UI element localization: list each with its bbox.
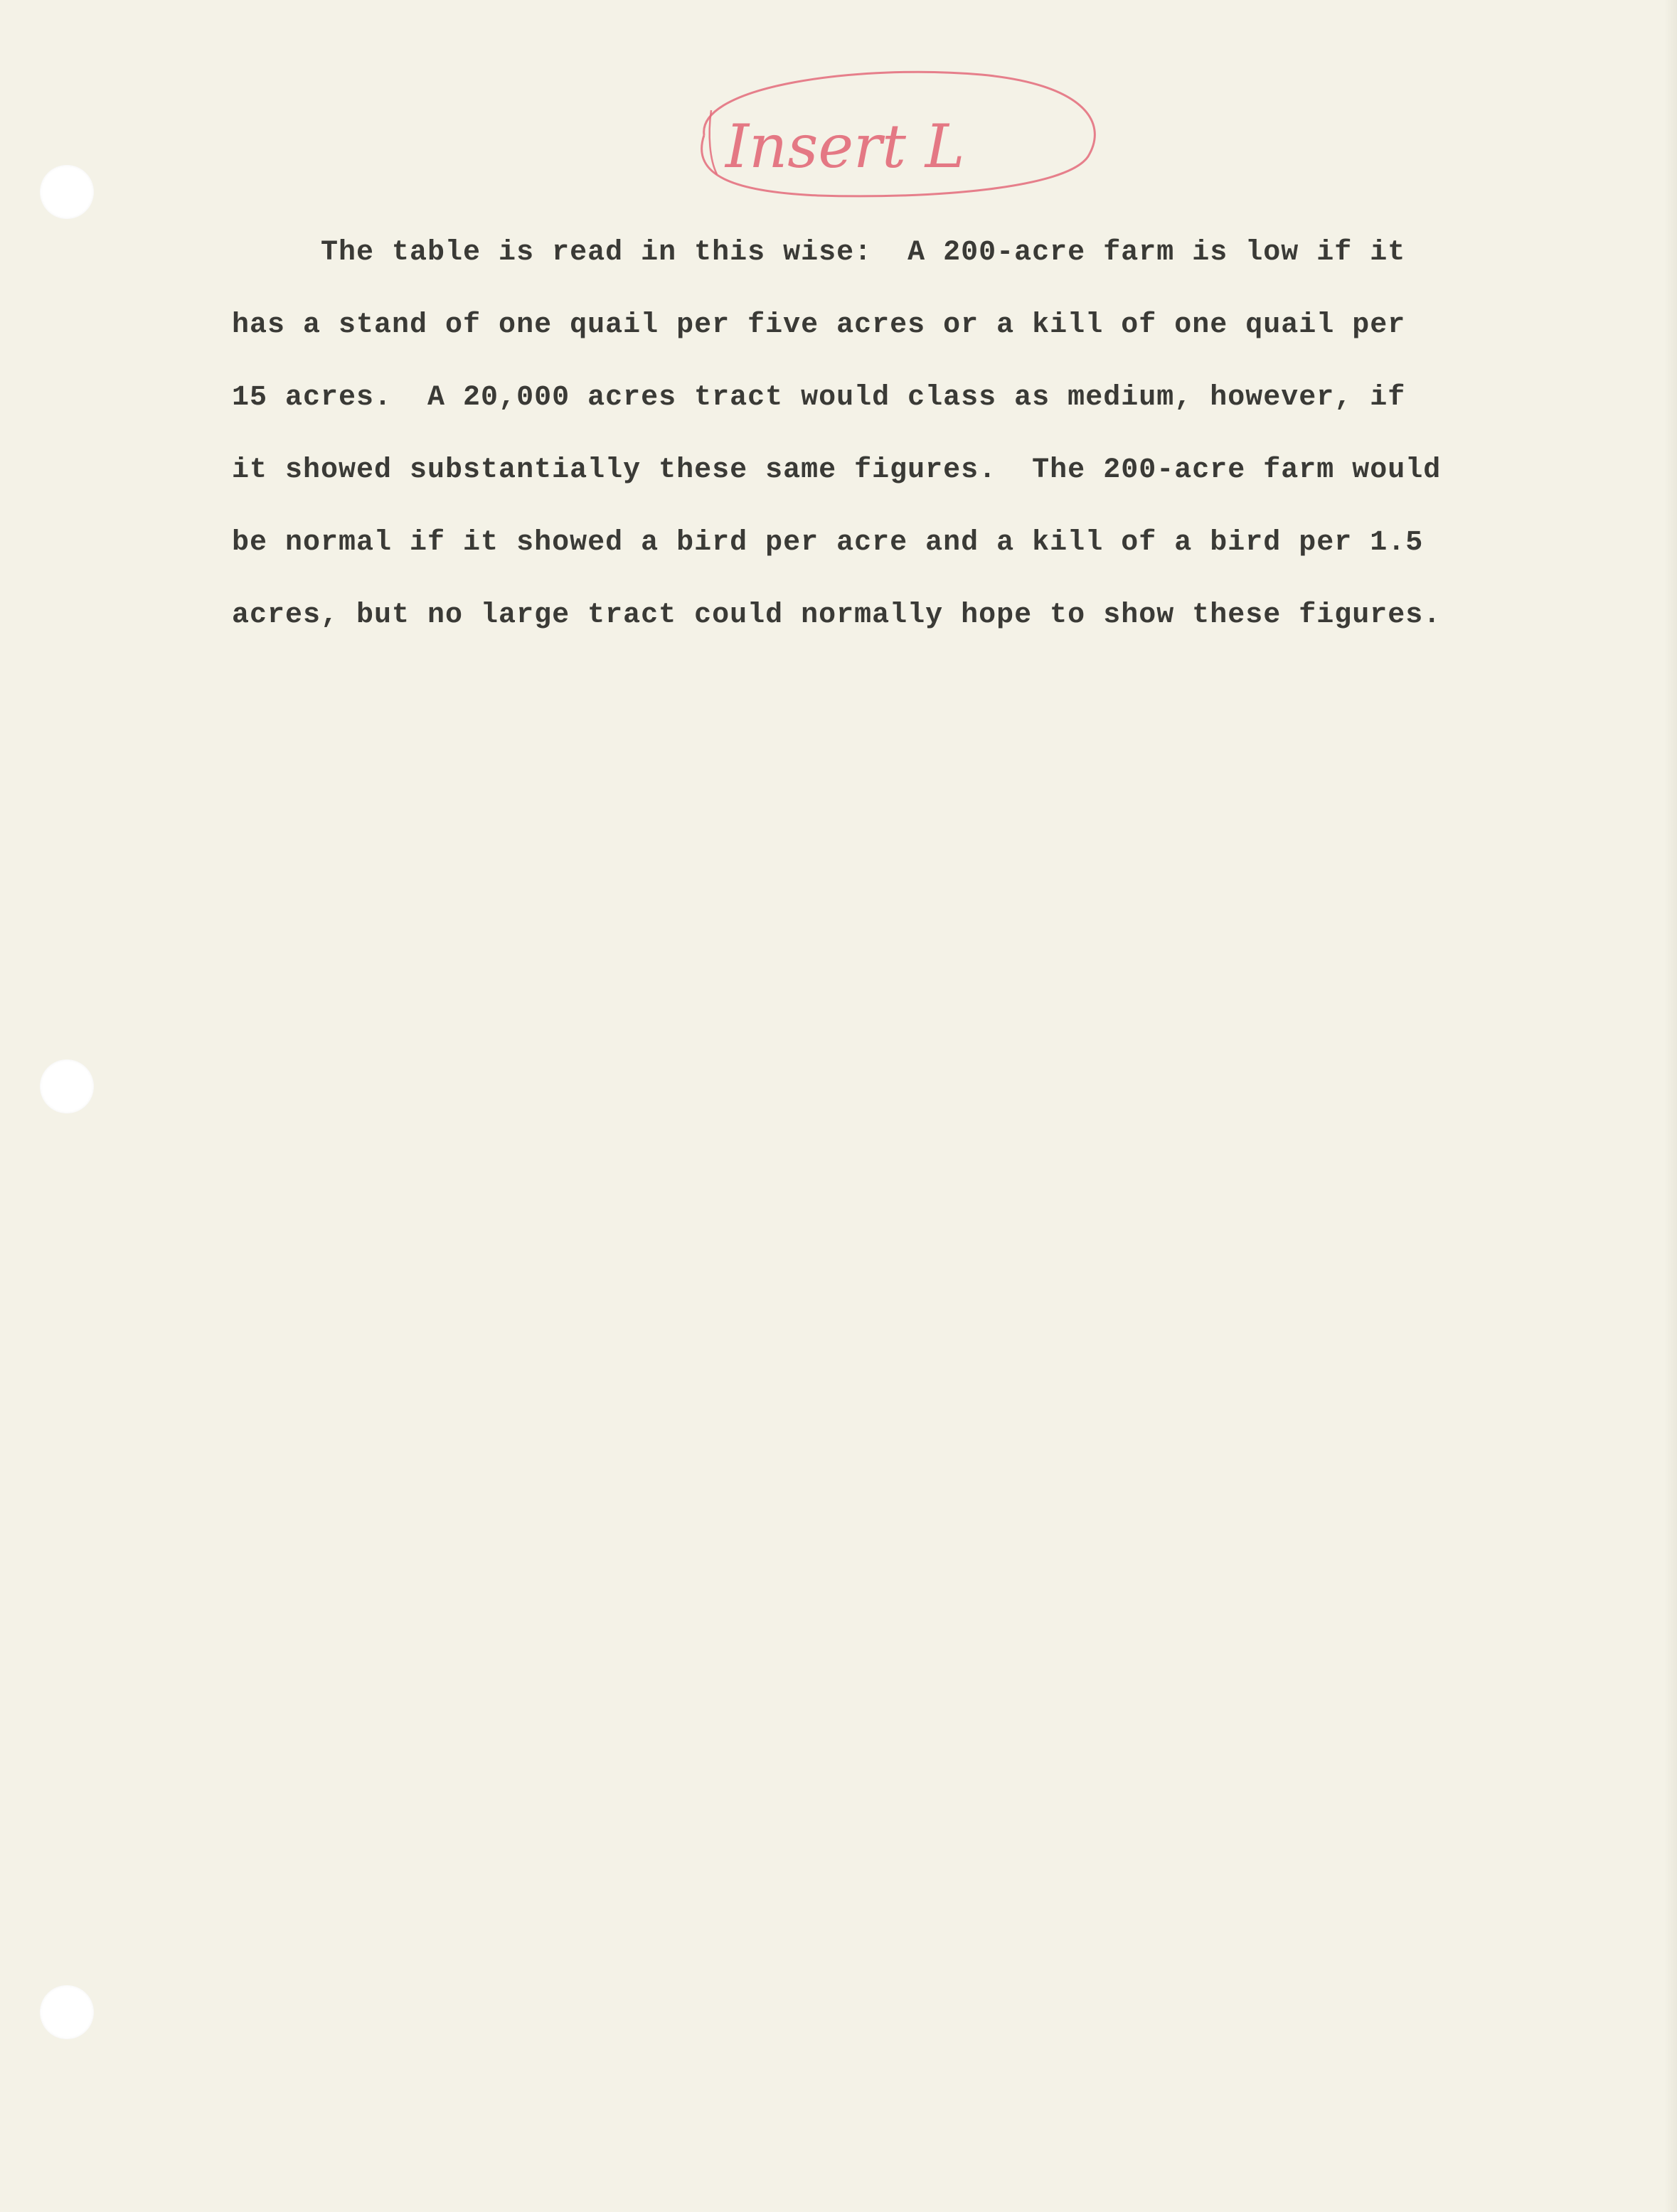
punch-hole-middle: [40, 1059, 94, 1113]
paragraph-line-4: it showed substantially these same figures. The 200-acre farm would: [232, 454, 1442, 486]
page-edge-shadow: [1664, 0, 1677, 2212]
paragraph-line-5: be normal if it showed a bird per acre and a kill of a bird per 1.5: [232, 527, 1424, 559]
annotation-text: Insert L: [725, 112, 965, 181]
punch-hole-top: [40, 165, 94, 219]
paragraph-line-3: 15 acres. A 20,000 acres tract would class as medium, however, if: [232, 382, 1406, 414]
handwritten-insert-annotation: [683, 57, 1109, 206]
paragraph-line-2: has a stand of one quail per five acres or a kill of one quail per: [232, 309, 1406, 341]
paragraph-line-6: acres, but no large tract could normally hope to show these figures.: [232, 599, 1442, 631]
typed-paragraph: [232, 228, 1484, 663]
paragraph-line-1: The table is read in this wise: A 200-acre farm is low if it: [232, 237, 1406, 269]
punch-hole-bottom: [40, 1985, 94, 2039]
